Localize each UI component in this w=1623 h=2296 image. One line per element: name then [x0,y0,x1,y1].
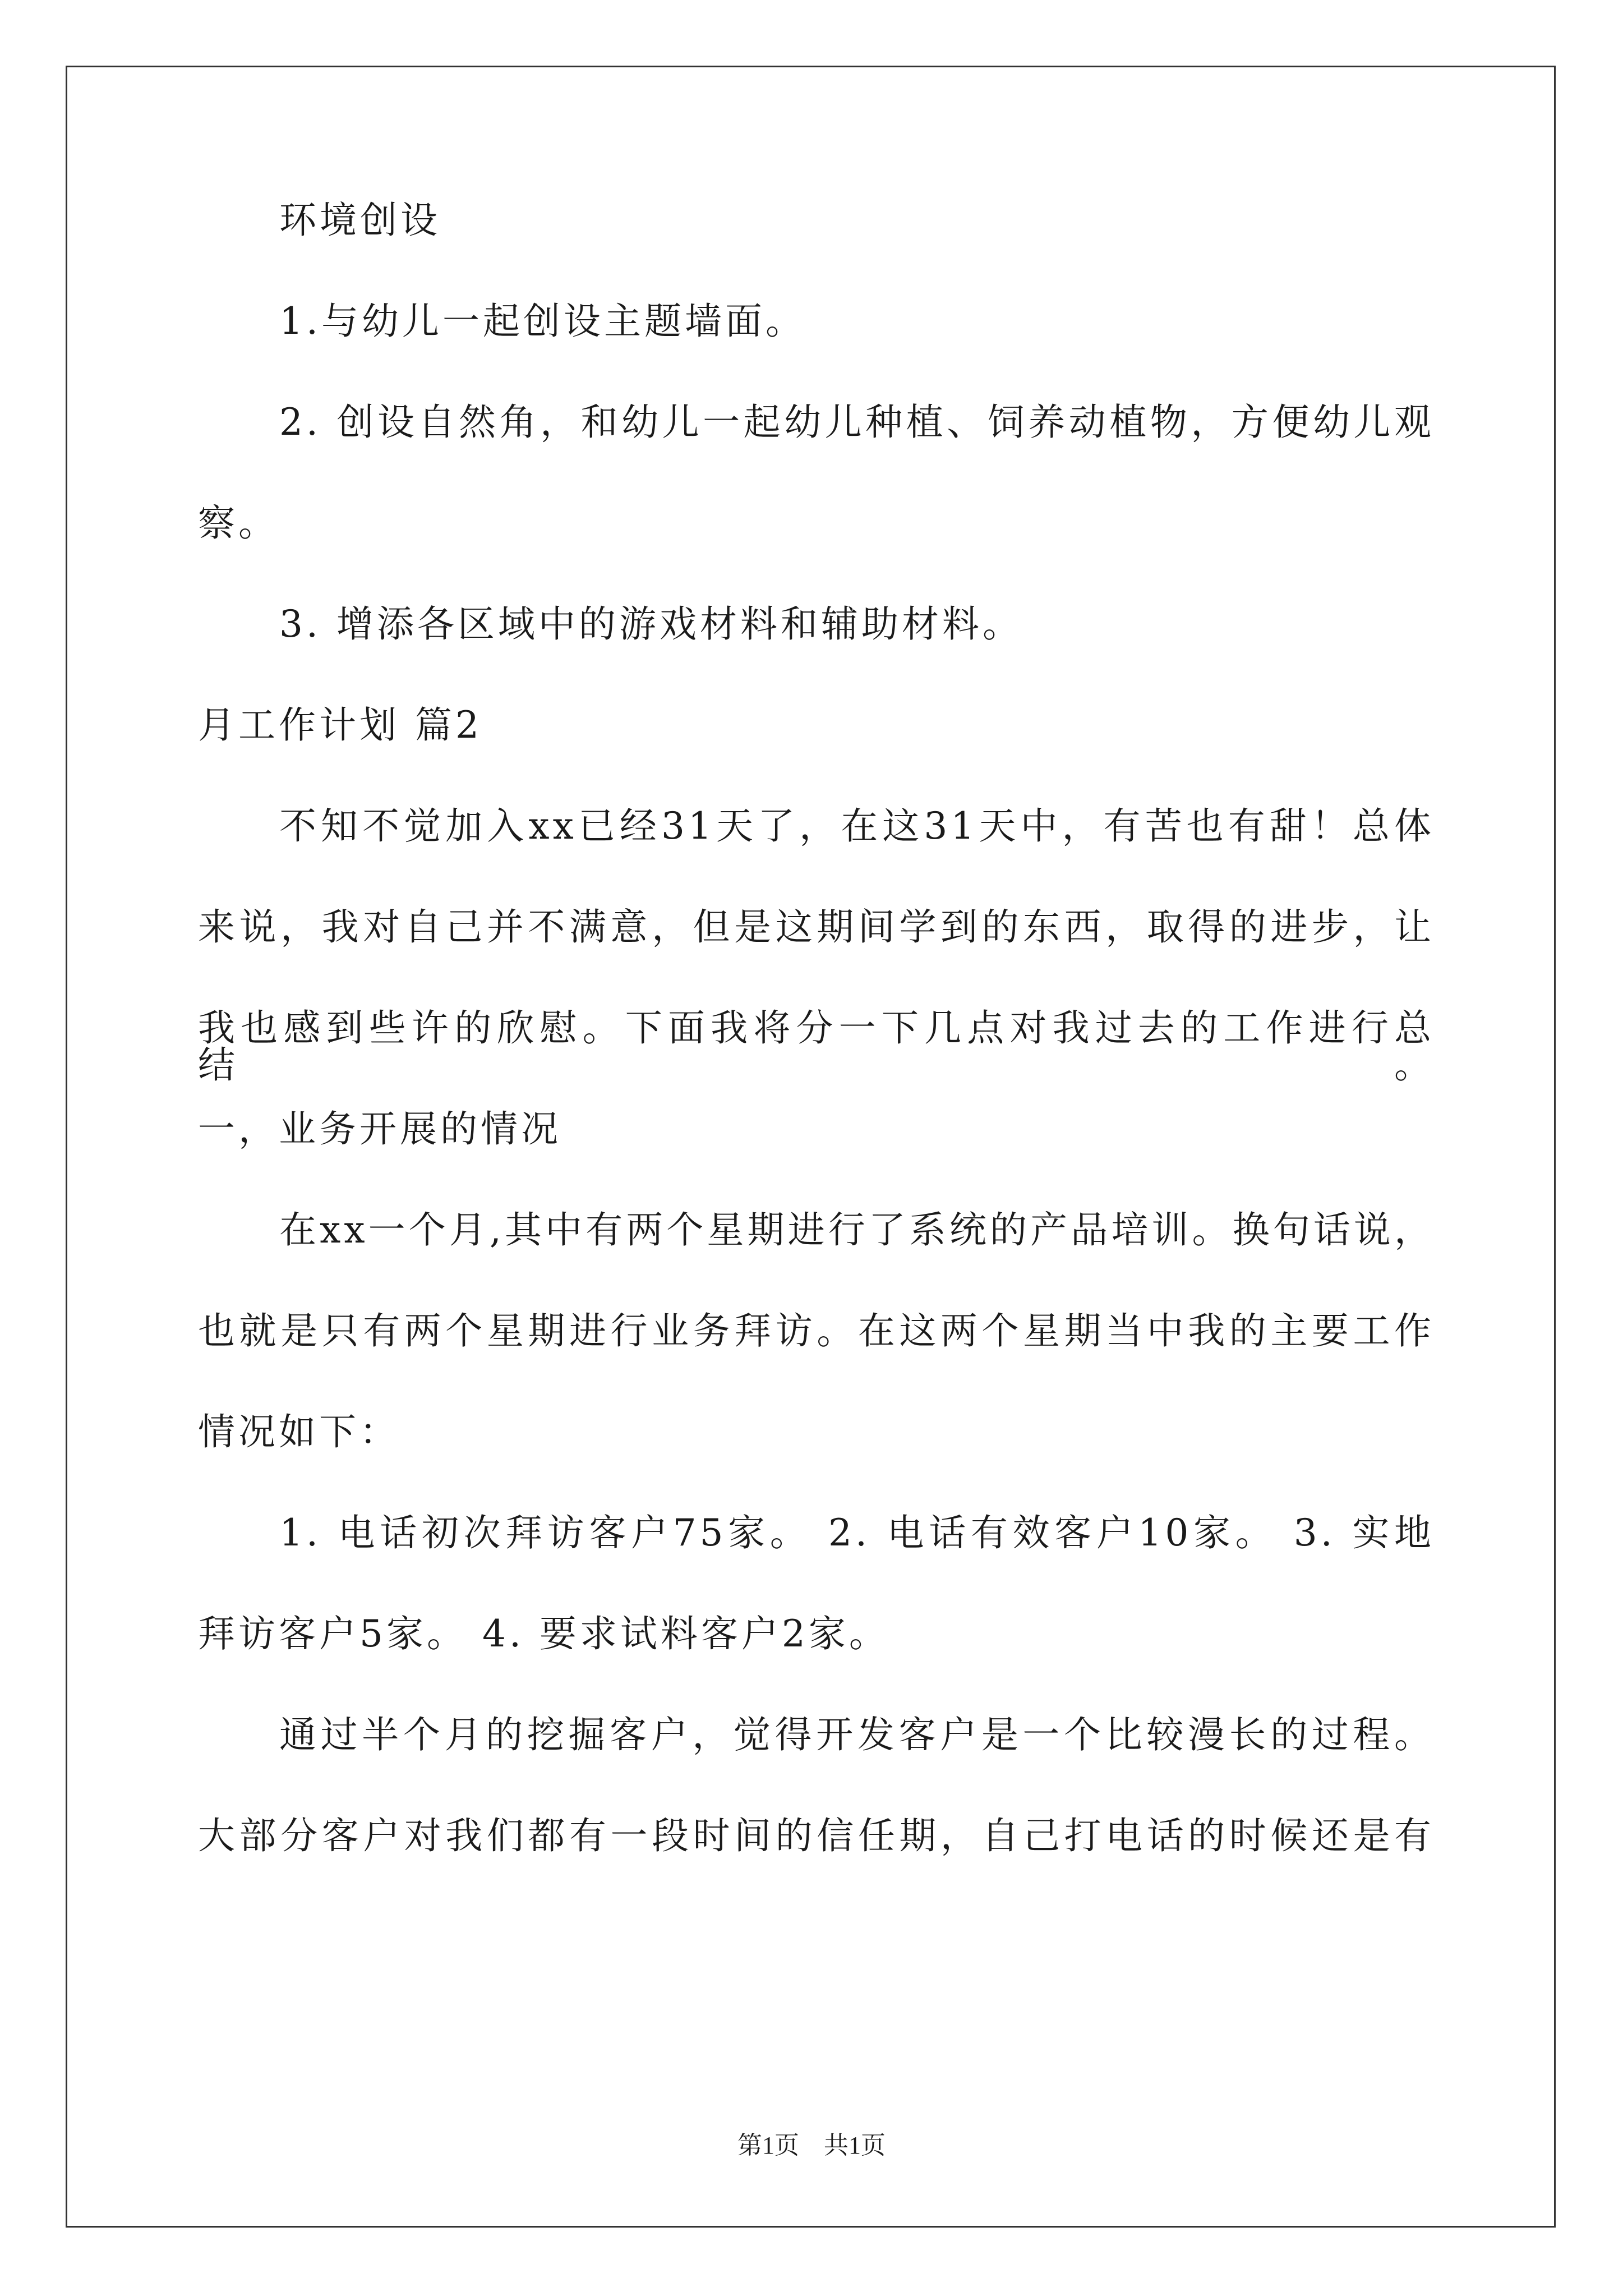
paragraph-line-13: 情况如下： [198,1410,400,1453]
paragraph-line-7: 不知不觉加入xx已经31天了，在这31天中，有苦也有甜！总体 [279,804,1435,848]
subsection-heading: 一，业务开展的情况 [198,1107,561,1151]
paragraph-line-16: 通过半个月的挖掘客户，觉得开发客户是一个比较漫长的过程。 [279,1713,1435,1756]
paragraph-line-8: 来说，我对自己并不满意，但是这期间学到的东西，取得的进步，让 [198,905,1435,949]
document-body [198,199,1435,1918]
paragraph-line-4: 察。 [198,501,279,545]
paragraph-line-2: 1.与幼儿一起创设主题墙面。 [279,300,806,343]
paragraph-line-12: 也就是只有两个星期进行业务拜访。在这两个星期当中我的主要工作 [198,1309,1435,1352]
paragraph-line-3: 2. 创设自然角，和幼儿一起幼儿种植、饲养动植物，方便幼儿观 [279,401,1435,444]
paragraph-line-15: 拜访客户5家。 4. 要求试料客户2家。 [198,1612,889,1655]
paragraph-line-9: 我也感到些许的欣慰。下面我将分一下几点对我过去的工作进行总结。 [198,1006,1435,1087]
paragraph-line-1: 环境创设 [279,199,441,242]
paragraph-line-11: 在xx一个月,其中有两个星期进行了系统的产品培训。换句话说， [279,1208,1435,1251]
section-heading: 月工作计划 篇2 [198,703,482,747]
paragraph-line-14: 1. 电话初次拜访客户75家。 2. 电话有效客户10家。 3. 实地 [279,1511,1435,1554]
paragraph-line-17: 大部分客户对我们都有一段时间的信任期，自己打电话的时候还是有 [198,1814,1435,1857]
paragraph-line-5: 3. 增添各区域中的游戏材料和辅助材料。 [279,602,1023,646]
page-footer: 第1页 共1页 [737,2132,886,2159]
